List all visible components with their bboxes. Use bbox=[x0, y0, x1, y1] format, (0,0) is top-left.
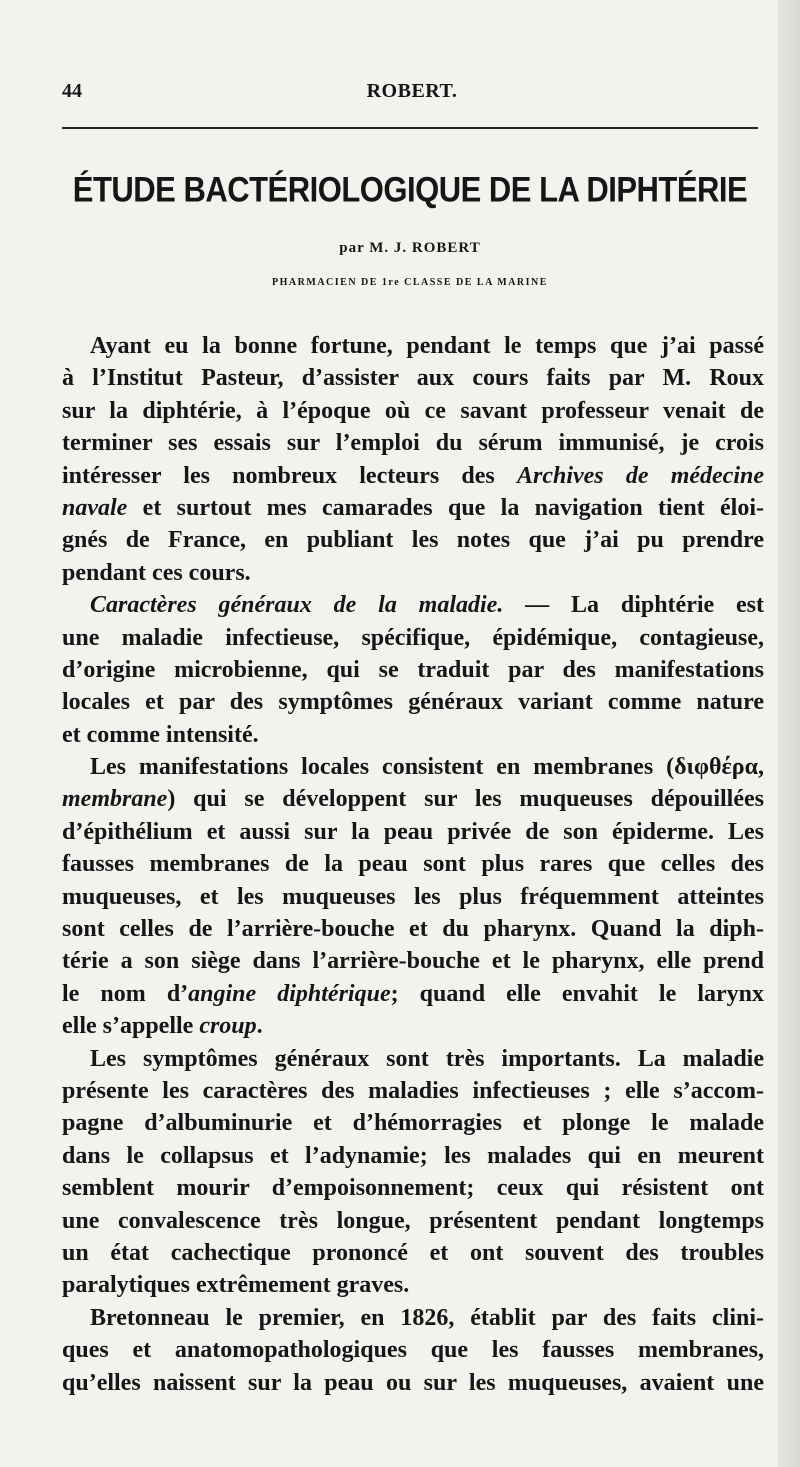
text-line: térie a son siège dans l’arrière-bouche et le pharynx, elle prend bbox=[62, 948, 764, 975]
text-line: gnés de France, en publiant les notes que j’ai pu prendre bbox=[62, 527, 764, 554]
journal-title-italic: navale bbox=[62, 494, 128, 521]
text-line bbox=[62, 783, 764, 815]
italic-term: angine diphtérique bbox=[188, 980, 391, 1007]
text-line: qu’elles naissent sur la peau ou sur les muqueuses, avaient une bbox=[62, 1369, 764, 1396]
text-run: — La diphtérie est bbox=[503, 592, 764, 619]
text-line: terminer ses essais sur l’emploi du sérum immunisé, je crois bbox=[62, 430, 764, 457]
text-line bbox=[62, 589, 764, 621]
text-run: ) qui se développent sur les muqueuses dépouillées bbox=[167, 786, 764, 813]
text-line bbox=[62, 751, 764, 783]
text-line: Les symptômes généraux sont très importants. La maladie bbox=[90, 1045, 764, 1072]
text-line: locales et par des symptômes généraux variant comme nature bbox=[62, 689, 764, 716]
article-byline: par M. J. ROBERT bbox=[339, 240, 481, 256]
text-run: et surtout mes camarades que la navigation tient éloi- bbox=[127, 494, 764, 521]
text-line: et comme intensité. bbox=[62, 721, 259, 748]
text-line: pendant ces cours. bbox=[62, 559, 251, 586]
text-run: intéresser les nombreux lecteurs des bbox=[62, 462, 517, 489]
text-line: ques et anatomopathologiques que les fausses membranes, bbox=[62, 1337, 764, 1364]
text-line bbox=[62, 460, 764, 492]
author-title: PHARMACIEN DE 1re CLASSE DE LA MARINE bbox=[272, 277, 548, 288]
text-line: semblent mourir d’empoisonnement; ceux qui résistent ont bbox=[62, 1175, 764, 1202]
text-line: à l’Institut Pasteur, d’assister aux cours faits par M. Roux bbox=[62, 365, 764, 392]
text-line: pagne d’albuminurie et d’hémorragies et plonge le malade bbox=[62, 1110, 764, 1137]
text-line: paralytiques extrêmement graves. bbox=[62, 1272, 410, 1299]
text-line: muqueuses, et les muqueuses les plus fréquemment atteintes bbox=[62, 883, 764, 910]
article-body bbox=[62, 330, 764, 1399]
section-heading-italic: Caractères généraux de la maladie. bbox=[90, 592, 504, 619]
text-line: sont celles de l’arrière-bouche et du pharynx. Quand la diph- bbox=[62, 916, 764, 943]
text-line: Ayant eu la bonne fortune, pendant le temps que j’ai passé bbox=[90, 333, 764, 359]
text-run: ; quand elle envahit le larynx bbox=[390, 980, 764, 1007]
text-line bbox=[62, 1010, 764, 1042]
text-line bbox=[62, 492, 764, 524]
text-line: un état cachectique prononcé et ont souvent des troubles bbox=[62, 1239, 764, 1266]
text-line: dans le collapsus et l’adynamie; les malades qui en meurent bbox=[62, 1142, 764, 1169]
page-edge-shadow bbox=[778, 0, 800, 1467]
text-line bbox=[62, 978, 764, 1010]
text-line: d’épithélium et aussi sur la peau privée de son épiderme. Les bbox=[62, 818, 764, 845]
journal-title-italic: Archives de médecine bbox=[516, 462, 765, 489]
italic-term: membrane bbox=[62, 786, 168, 813]
text-line: une maladie infectieuse, spécifique, épidémique, contagieuse, bbox=[62, 624, 764, 651]
running-header bbox=[62, 80, 762, 110]
text-run: le nom d’ bbox=[62, 980, 189, 1007]
running-title: ROBERT. bbox=[366, 80, 458, 102]
header-rule bbox=[62, 127, 758, 129]
text-line: sur la diphtérie, à l’époque où ce savant professeur venait de bbox=[62, 397, 764, 424]
greek-word: διφθέρα, bbox=[674, 754, 764, 781]
text-line: fausses membranes de la peau sont plus rares que celles des bbox=[62, 851, 764, 878]
italic-term: croup bbox=[199, 1013, 257, 1040]
text-run: elle s’appelle bbox=[62, 1013, 200, 1040]
text-line: d’origine microbienne, qui se traduit par des manifestations bbox=[62, 656, 764, 683]
text-run: . bbox=[256, 1013, 263, 1040]
text-line: présente les caractères des maladies infectieuses ; elle s’accom- bbox=[62, 1077, 764, 1104]
text-line: Bretonneau le premier, en 1826, établit par des faits clini- bbox=[90, 1304, 764, 1331]
article-title: ÉTUDE BACTÉRIOLOGIQUE DE LA DIPHTÉRIE bbox=[72, 169, 748, 210]
page-number: 44 bbox=[62, 80, 82, 102]
text-line: une convalescence très longue, présentent pendant longtemps bbox=[62, 1207, 764, 1234]
text-run: Les manifestations locales consistent en membranes ( bbox=[90, 754, 675, 781]
